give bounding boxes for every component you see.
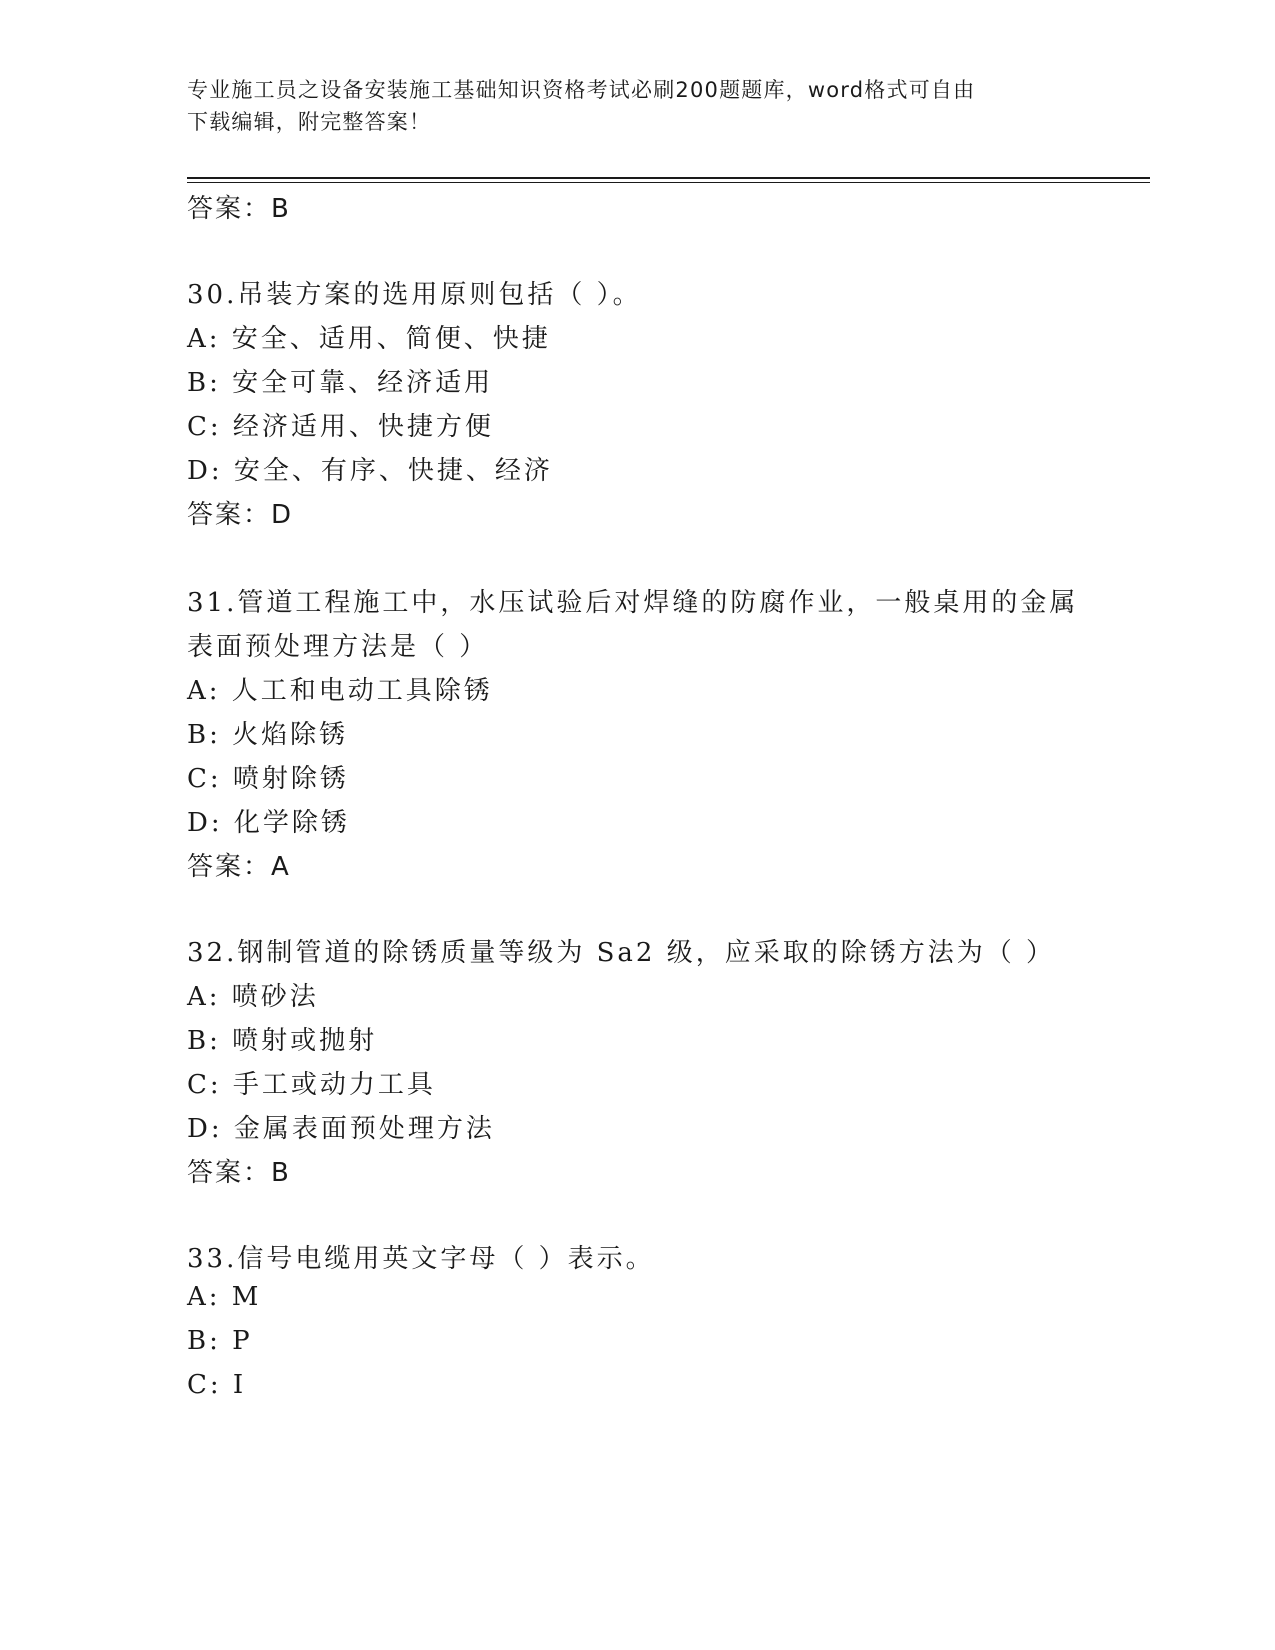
question-33-option-a: A: M [187, 1282, 262, 1312]
document-header [187, 74, 1067, 138]
question-31-answer: 答案：A [187, 852, 291, 882]
question-30-option-d: D: 安全、有序、快捷、经济 [187, 456, 553, 486]
question-31-stem-line-2: 表面预处理方法是（ ） [187, 632, 489, 662]
question-32-answer: 答案：B [187, 1158, 291, 1188]
header-divider-thin [187, 182, 1150, 183]
header-divider-thick [187, 177, 1150, 179]
question-31-option-c: C: 喷射除锈 [187, 764, 349, 794]
question-32-option-d: D: 金属表面预处理方法 [187, 1114, 495, 1144]
question-30-option-c: C: 经济适用、快捷方便 [187, 412, 494, 442]
question-30-stem: 30.吊装方案的选用原则包括（ ）。 [187, 280, 642, 310]
question-32-stem: 32.钢制管道的除锈质量等级为 Sa2 级，应采取的除锈方法为（ ） [187, 938, 1055, 968]
question-31-option-d: D: 化学除锈 [187, 808, 350, 838]
question-32-option-a: A: 喷砂法 [187, 982, 319, 1012]
previous-answer: 答案：B [187, 194, 291, 224]
header-line-2: 下载编辑，附完整答案！ [187, 110, 432, 134]
question-33-option-c: C: I [187, 1370, 247, 1400]
question-33-stem: 33.信号电缆用英文字母（ ）表示。 [187, 1244, 655, 1274]
question-30-option-a: A: 安全、适用、简便、快捷 [187, 324, 551, 354]
question-32-option-c: C: 手工或动力工具 [187, 1070, 436, 1100]
question-31-stem-line-1: 31.管道工程施工中，水压试验后对焊缝的防腐作业，一般桌用的金属 [187, 588, 1079, 618]
question-33-option-b: B: P [187, 1326, 253, 1356]
question-32-option-b: B: 喷射或抛射 [187, 1026, 378, 1056]
header-line-1: 专业施工员之设备安装施工基础知识资格考试必刷200题题库，word格式可自由 [187, 78, 976, 102]
question-31-option-b: B: 火焰除锈 [187, 720, 349, 750]
question-30-answer: 答案：D [187, 500, 294, 530]
question-30-option-b: B: 安全可靠、经济适用 [187, 368, 494, 398]
question-31-option-a: A: 人工和电动工具除锈 [187, 676, 493, 706]
